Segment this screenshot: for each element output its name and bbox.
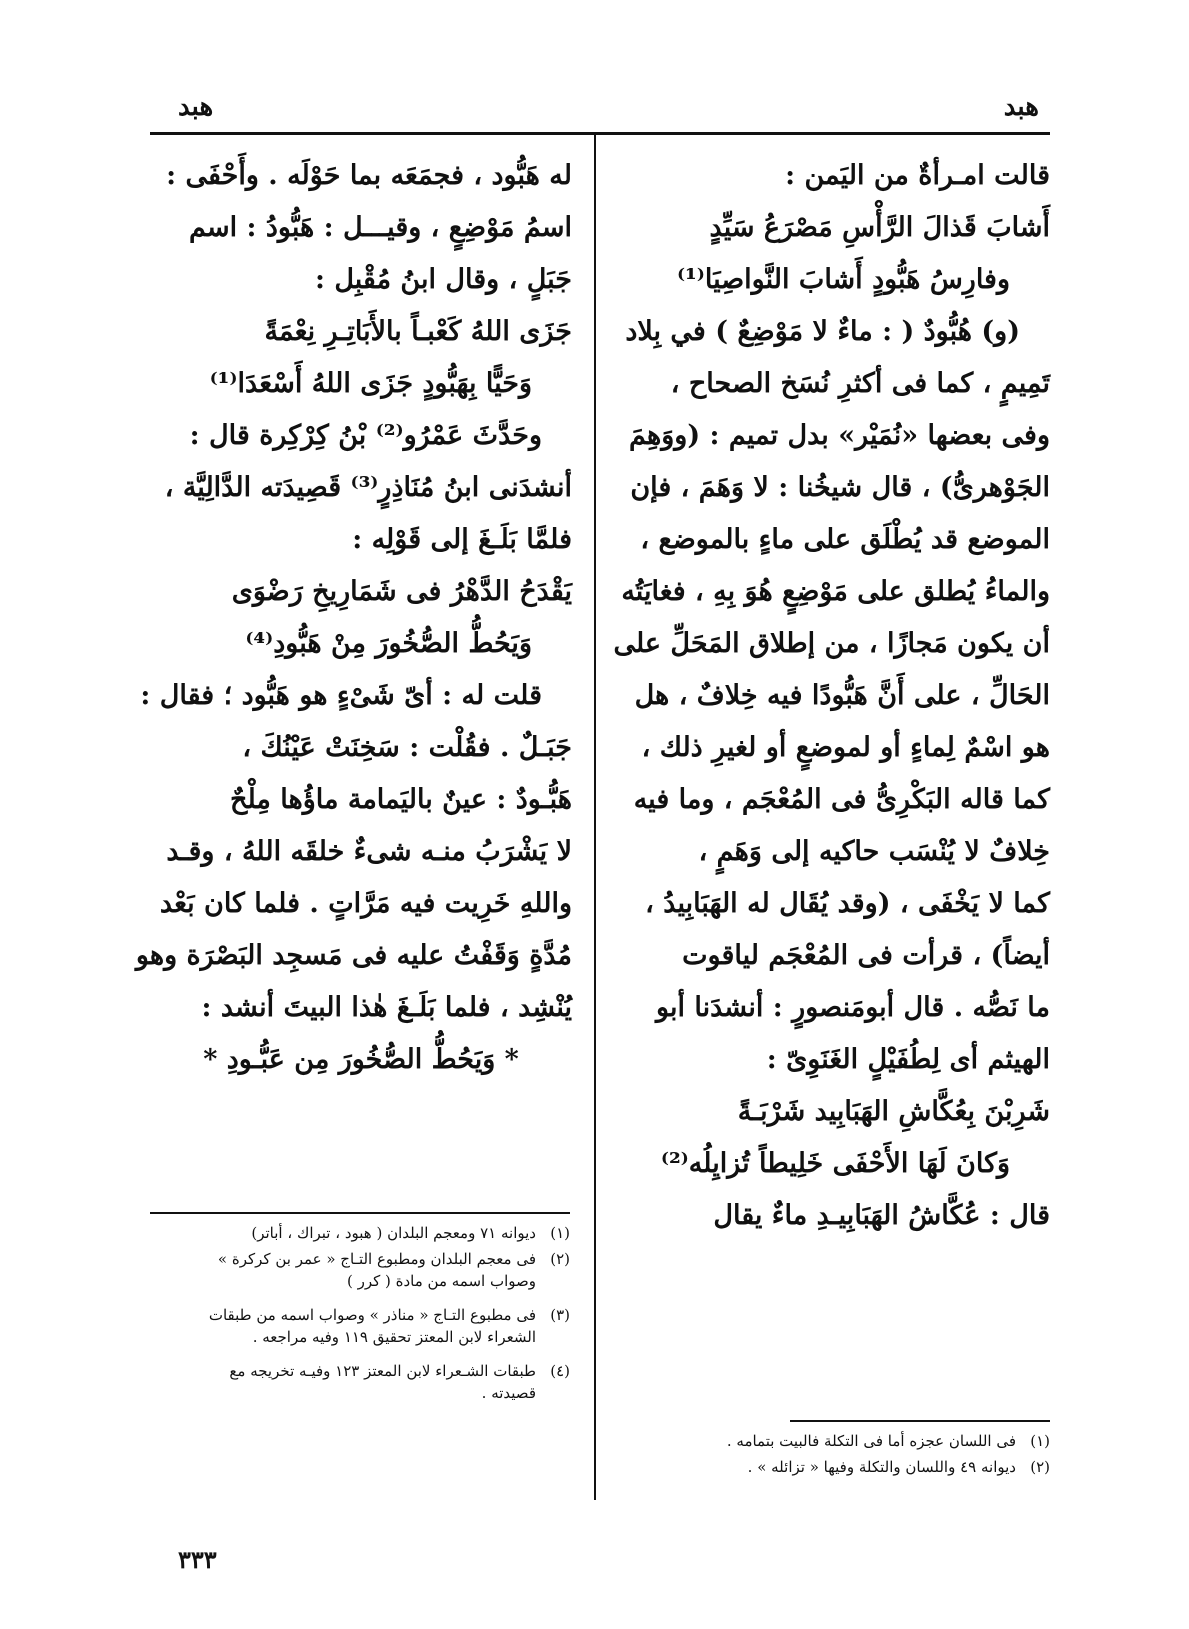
footnote-continuation: وصواب اسمه من مادة ( كرر ) [346, 1272, 536, 1290]
text-line: تَمِيمٍ ، كما فى أكثرِ نُسَخ الصحاح ، [670, 368, 1050, 399]
text-line: لا يَشْرَبُ منـه شىءٌ خلقَه اللهُ ، وقـد [166, 836, 572, 867]
text-line: جَبَـلٌ . فقُلْت : سَخِنَتْ عَيْنُكَ ، [242, 732, 572, 763]
text-line: أنشدَنى ابنُ مُنَاذِرٍ⁽³⁾ قَصِيدَته الدَّالِيَّة ، [164, 472, 572, 503]
verse-line: وَحَيًّا بِهَبُّودٍ جَزَى اللهُ أَسْعَدَا⁽¹⁾ [209, 368, 532, 399]
footnote-number: (٢) [1030, 1458, 1050, 1476]
text-line: اسمُ مَوْضِعٍ ، وقيـــل : هَبُّودُ : اسم [189, 212, 572, 243]
text-line: مُدَّةٍ وَقَفْتُ عليه فى مَسجِد البَصْرَة وهو [135, 940, 572, 971]
verse-line: يَقْدَحُ الدَّهْرُ فى شَمَارِيخِ رَضْوَى [231, 576, 572, 607]
verse-line: * وَيَحُطُّ الصُّخُورَ مِن عَبُّـودِ * [203, 1044, 519, 1075]
verse-line: شَرِبْنَ بِعُكَّاشِ الهَبَابِيد شَرْبَـةً [737, 1096, 1050, 1127]
footnote-rule-left [150, 1212, 570, 1214]
verse-line: وَيَحُطُّ الصُّخُورَ مِنْ هَبُّودِ⁽⁴⁾ [245, 628, 532, 659]
text-line: الجَوْهرىُّ) ، قال شيخُنا : لا وَهَمَ ، فإن [630, 472, 1050, 503]
verse-line: وفارِسُ هَبُّودٍ أَشابَ النَّواصِيَا⁽¹⁾ [676, 264, 1010, 295]
text-line: وفى بعضها «نُمَيْر» بدل تميم : (ووَهِمَ [629, 420, 1050, 451]
left-column [135, 150, 572, 1086]
footnote-text: ديوانه ٧١ ومعجم البلدان ( هبود ، تبراك ، أباتر) [251, 1224, 536, 1242]
header-rule [150, 132, 1050, 135]
text-line: والماءُ يُطلق على مَوْضِعٍ هُوَ بِهِ ، فغايَتُه [621, 576, 1050, 607]
text-line: (و) هُبُّودٌ ( : ماءٌ لا مَوْضِعٌ ) في بِلاد [625, 316, 1020, 347]
footnote [229, 1360, 570, 1404]
text-line: أيضاً) ، قرأت فى المُعْجَم لياقوت [682, 940, 1050, 971]
footnote-number: (٣) [550, 1306, 570, 1324]
verse-line: أَشابَ قَذالَ الرَّأْسِ مَصْرَعُ سَيِّدٍ [709, 212, 1050, 243]
text-line: قالت امـرأةٌ من اليَمن : [785, 160, 1050, 191]
text-line: هو اسْمٌ لِماءٍ أو لموضعٍ أو لغيرِ ذلك ، [641, 732, 1050, 763]
text-line: أن يكون مَجازًا ، من إطلاق المَحَلِّ على [613, 628, 1050, 659]
footnote [209, 1304, 570, 1348]
footnote-continuation: قصيدته . [481, 1384, 536, 1402]
verse-line: وَكانَ لَهَا الأَحْفَى خَلِيطاً تُزايِلُه⁽²⁾ [660, 1148, 1010, 1179]
footnote-text: فى اللسان عجزه أما فى التكلة فالبيت بتمامه . [726, 1432, 1016, 1450]
text-line: قلت له : أىّ شَىْءٍ هو هَبُّود ؛ فقال : [140, 680, 542, 711]
footnote [218, 1248, 570, 1292]
page-number: ٣٣٣ [178, 1545, 217, 1574]
text-line: الحَالِّ ، على أَنَّ هَبُّودًا فيه خِلافٌ ، هل [634, 680, 1050, 711]
text-line: هَبُّـودٌ : عينٌ باليَمامة ماؤُها مِلْحٌ [230, 784, 572, 815]
text-line: الهيثم أى لِطُفَيْلٍ الغَنَوِىّ : [766, 1044, 1050, 1075]
footnote-number: (٢) [550, 1250, 570, 1268]
footnote-text: طبقات الشـعراء لابن المعتز ١٢٣ وفيـه تخريجه مع [229, 1362, 536, 1380]
footnote [748, 1456, 1050, 1478]
footnote-number: (٤) [550, 1362, 570, 1380]
text-line: له هَبُّود ، فجمَعَه بما حَوْلَه . وأَحْفَى : [166, 160, 572, 191]
text-line: ما نَصُّه . قال أبومَنصورٍ : أنشدَنا أبو [656, 992, 1050, 1023]
footnote-number: (١) [1030, 1432, 1050, 1450]
footnote-text: فى معجم البلدان ومطبوع التـاج « عمر بن كركرة » [217, 1250, 536, 1268]
footnote-continuation: الشعراء لابن المعتز تحقيق ١١٩ وفيه مراجعه . [252, 1328, 536, 1346]
text-line: وحَدَّثَ عَمْرُو⁽²⁾ بْنُ كِرْكِرة قال : [189, 420, 542, 451]
footnote-text: ديوانه ٤٩ واللسان والتكلة وفيها « تزائله » . [747, 1458, 1016, 1476]
running-header-right: هبد [1003, 92, 1039, 122]
running-header-left: هبد [178, 92, 214, 122]
text-line: قال : عُكَّاشُ الهَبَابِيـدِ ماءٌ يقال [713, 1200, 1050, 1231]
column-divider [594, 135, 596, 1500]
footnote [251, 1222, 570, 1244]
verse-line: جَزَى اللهُ كَعْبـاً بالأَبَاتِـرِ نِعْمَةً [264, 316, 572, 347]
footnote [727, 1430, 1050, 1452]
text-line: واللهِ خَرِيت فيه مَرَّاتٍ . فلما كان بَعْد [159, 888, 572, 919]
text-line: خِلافٌ لا يُنْسَب حاكيه إلى وَهَمٍ ، [698, 836, 1050, 867]
right-column [613, 150, 1050, 1242]
text-line: كما لا يَخْفَى ، (وقد يُقَال له الهَبَابِيدُ ، [645, 888, 1050, 919]
footnote-number: (١) [550, 1224, 570, 1242]
text-line: فلمَّا بَلَـغَ إلى قَوْلِه : [352, 524, 572, 555]
footnote-rule-right [790, 1420, 1050, 1422]
footnote-text: فى مطبوع التـاج « مناذر » وصواب اسمه من طبقات [208, 1306, 536, 1324]
text-line: الموضع قد يُطْلَق على ماءٍ بالموضع ، [640, 524, 1050, 555]
text-line: كما قاله البَكْرِىُّ فى المُعْجَم ، وما فيه [633, 784, 1050, 815]
text-line: يُنْشِد ، فلما بَلَـغَ هٰذا البيتَ أنشد : [201, 992, 572, 1023]
text-line: جَبَلٍ ، وقال ابنُ مُقْبِل : [314, 264, 572, 295]
